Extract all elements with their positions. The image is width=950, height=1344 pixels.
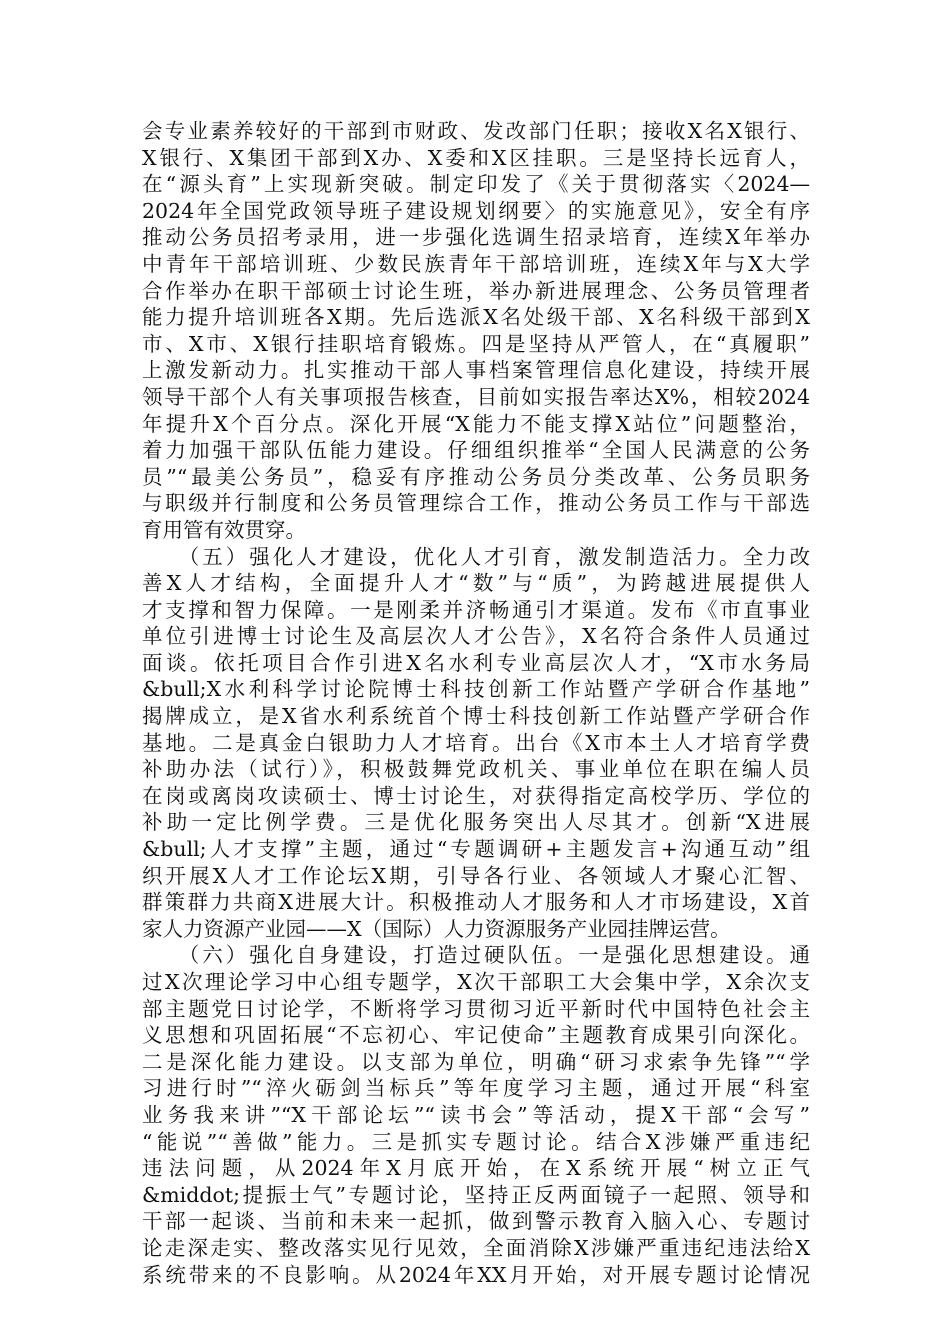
text-line: 系统带来的不良影响。从2024年XX月开始，对开展专题讨论情况 [142,1262,810,1287]
document-page [142,118,810,1288]
text-line: &bull;X水利科学讨论院博士科技创新工作站暨产学研合作基地” [142,677,810,702]
text-line: 补助办法（试行）》，积极鼓舞党政机关、事业单位在职在编人员 [142,757,810,782]
text-line: 合作举办在职干部硕士讨论生班，举办新进展理念、公务员管理者 [142,278,810,303]
text-line: &bull;人才支撑”主题，通过“专题调研+主题发言+沟通互动”组 [142,837,810,862]
text-line: 织开展X人才工作论坛X期，引导各行业、各领域人才聚心汇智、 [142,863,810,888]
text-line: 业务我来讲”“X干部论坛”“读书会”等活动，提X干部“会写” [142,1102,810,1127]
text-line: 推动公务员招考录用，进一步强化选调生招录培育，连续X年举办 [142,225,810,250]
text-line: 二是深化能力建设。以支部为单位，明确“研习求索争先锋”“学 [142,1049,810,1074]
text-line: &middot;提振士气”专题讨论，坚持正反两面镜子一起照、领导和 [142,1182,810,1207]
text-line: 上激发新动力。扎实推动干部人事档案管理信息化建设，持续开展 [142,358,810,383]
text-line: 中青年干部培训班、少数民族青年干部培训班，连续X年与X大学 [142,251,810,276]
text-line: 年提升X个百分点。深化开展“X能力不能支撑X站位”问题整治， [142,411,810,436]
text-line: 面谈。依托项目合作引进X名水利专业高层次人才，“X市水务局 [142,650,810,675]
text-line: 与职级并行制度和公务员管理综合工作，推动公务员工作与干部选 [142,491,810,516]
text-line: 能力提升培训班各X期。先后选派X名处级干部、X名科级干部到X [142,305,810,330]
text-line: X银行、X集团干部到X办、X委和X区挂职。三是坚持长远育人， [142,145,810,170]
text-line: “能说”“善做”能力。三是抓实专题讨论。结合X涉嫌严重违纪 [142,1129,810,1154]
text-line: 2024年全国党政领导班子建设规划纲要〉的实施意见》，安全有序 [142,198,810,223]
text-line: 在岗或离岗攻读硕士、博士讨论生，对获得指定高校学历、学位的 [142,783,810,808]
text-line: 习进行时”“淬火砺剑当标兵”等年度学习主题，通过开展“科室 [142,1076,810,1101]
text-line: 论走深走实、整改落实见行见效，全面消除X涉嫌严重违纪违法给X [142,1235,810,1260]
text-line: 揭牌成立，是X省水利系统首个博士科技创新工作站暨产学研合作 [142,704,810,729]
text-line: 才支撑和智力保障。一是刚柔并济畅通引才渠道。发布《市直事业 [142,597,810,622]
text-line: （六）强化自身建设，打造过硬队伍。一是强化思想建设。通 [142,943,810,968]
text-line: 过X次理论学习中心组专题学，X次干部职工大会集中学，X余次支 [142,970,810,994]
text-line: 部主题党日讨论学，不断将学习贯彻习近平新时代中国特色社会主 [142,996,810,1021]
text-line: 市、X市、X银行挂职培育锻炼。四是坚持从严管人，在“真履职” [142,331,810,356]
text-line: 员”“最美公务员”，稳妥有序推动公务员分类改革、公务员职务 [142,464,810,489]
text-line: 义思想和巩固拓展“不忘初心、牢记使命”主题教育成果引向深化。 [142,1023,810,1048]
text-line: 群策群力共商X进展大计。积极推动人才服务和人才市场建设，X首 [142,890,810,915]
text-line: 基地。二是真金白银助力人才培育。出台《X市本土人才培育学费 [142,730,810,755]
text-line: 家人力资源产业园——X（国际）人力资源服务产业园挂牌运营。 [142,916,731,941]
text-line: 育用管有效贯穿。 [142,517,306,542]
text-line: 领导干部个人有关事项报告核查，目前如实报告率达X%，相较2024 [142,384,810,409]
text-line: 干部一起谈、当前和未来一起抓，做到警示教育入脑入心、专题讨 [142,1209,810,1234]
text-line: 在“源头育”上实现新突破。制定印发了《关于贯彻落实〈2024— [142,172,810,197]
text-line: 会专业素养较好的干部到市财政、发改部门任职；接收X名X银行、 [142,119,810,143]
text-line: 违法问题，从2024年X月底开始，在X系统开展“树立正气 [142,1156,810,1181]
text-line: 单位引进博士讨论生及高层次人才公告》，X名符合条件人员通过 [142,624,810,649]
text-line: 补助一定比例学费。三是优化服务突出人尽其才。创新“X进展 [142,810,810,835]
text-line: 善X人才结构，全面提升人才“数”与“质”，为跨越进展提供人 [142,571,810,596]
text-line: 着力加强干部队伍能力建设。仔细组织推举“全国人民满意的公务 [142,438,810,463]
text-line: （五）强化人才建设，优化人才引育，激发制造活力。全力改 [142,544,810,569]
